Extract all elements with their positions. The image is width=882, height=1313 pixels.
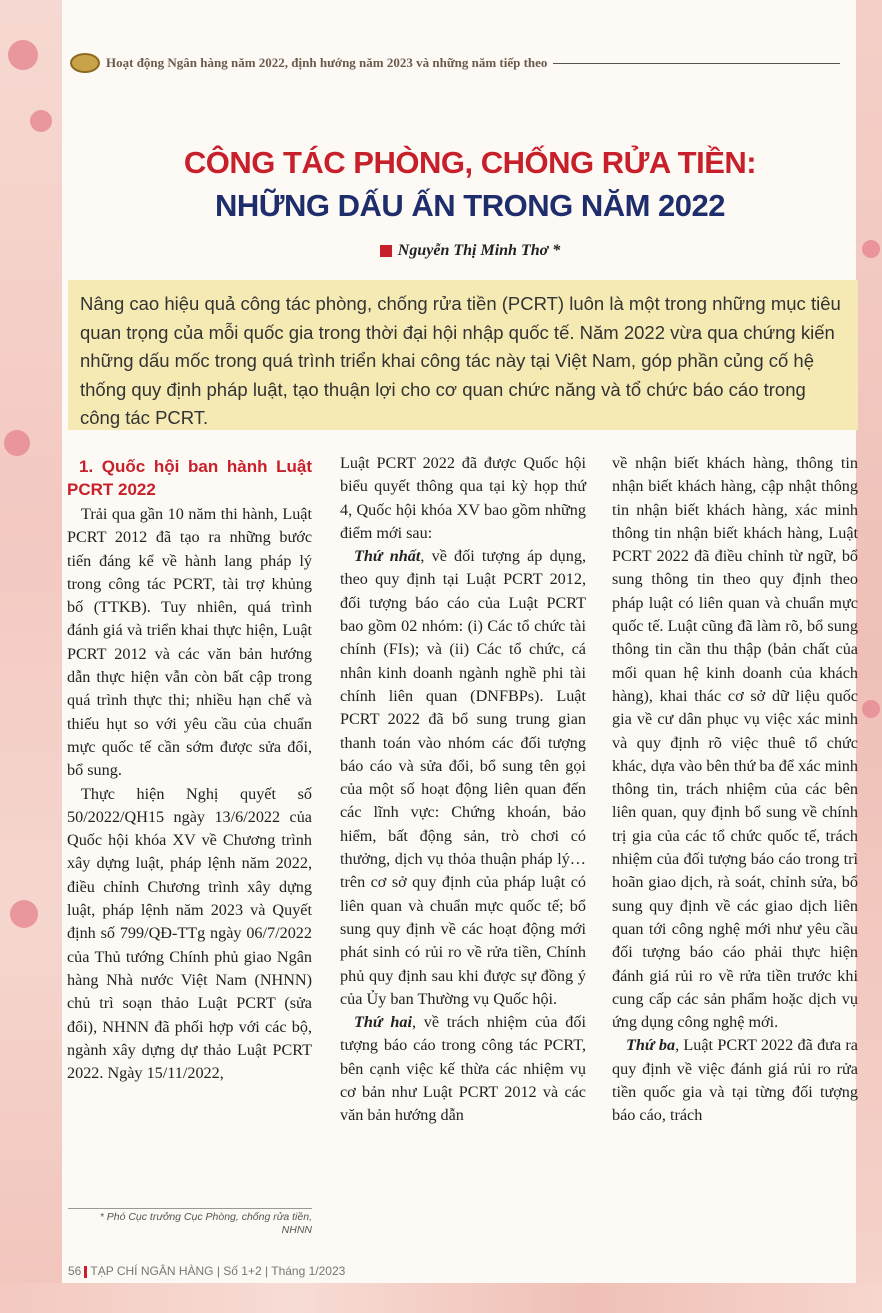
paragraph-text: , về trách nhiệm của đối tượng báo cáo trong công tác PCRT, bên cạnh việc kế thừa các nhiệm vụ cơ bản như Luật PCRT 2012 và các văn bản hướng dẫn (340, 1013, 586, 1125)
decorative-border-left (0, 0, 62, 1313)
blossom-decoration (862, 240, 880, 258)
blossom-decoration (30, 110, 52, 132)
running-header (70, 52, 840, 74)
page-footer: 56 TẠP CHÍ NGÂN HÀNG | Số 1+2 | Tháng 1/2023 (68, 1264, 346, 1278)
column-3 (612, 452, 858, 1128)
paragraph (340, 1011, 586, 1127)
abstract-box: Nâng cao hiệu quả công tác phòng, chống rửa tiền (PCRT) luôn là một trong những mục tiêu quan trọng của mỗi quốc gia trong thời đại hội nhập quốc tế. Năm 2022 vừa qua chứng kiến những dấu mốc trong quá trình triển khai công tác này tại Việt Nam, góp phần củng cố hệ thống quy định pháp luật, tạo thuận lợi cho cơ quan chức năng và tổ chức báo cáo trong công tác PCRT. (68, 280, 858, 430)
author-byline (130, 242, 810, 260)
paragraph (340, 545, 586, 1011)
section-title: Hoạt động Ngân hàng năm 2022, định hướng năm 2023 và những năm tiếp theo (106, 55, 548, 70)
article-title-line1: CÔNG TÁC PHÒNG, CHỐNG RỬA TIỀN: (183, 145, 757, 180)
paragraph-lead: Thứ nhất (354, 547, 421, 566)
blossom-decoration (8, 40, 38, 70)
paragraph-text: , Luật PCRT 2022 đã đưa ra quy định về việc đánh giá rủi ro rửa tiền quốc gia và tại từng đối tượng báo cáo, trách (612, 1036, 858, 1125)
page-number: 56 (68, 1264, 82, 1278)
magazine-logo-icon (70, 53, 100, 73)
header-rule (553, 63, 840, 64)
footer-divider (84, 1266, 87, 1278)
author-bullet-icon (380, 245, 392, 257)
blossom-decoration (10, 900, 38, 928)
section-heading: 1. Quốc hội ban hành Luật PCRT 2022 (67, 457, 312, 499)
paragraph-lead: Thứ ba (626, 1036, 676, 1055)
issue-number: Số 1+2 (223, 1264, 262, 1278)
paragraph: Trải qua gần 10 năm thi hành, Luật PCRT 2012 đã tạo ra những bước tiến đáng kể về hành lang pháp lý trong công tác PCRT, tài trợ khủng bố (TTKB). Tuy nhiên, quá trình đánh giá và triển khai thực hiện, Luật PCRT 2012 và các văn bản hướng dẫn thực hiện vẫn còn bất cập trong quá trình thực thi; nhiều hạn chế và thiếu hụt so với yêu cầu của chuẩn mực quốc tế cần sớm được sửa đổi, bổ sung. (67, 505, 312, 780)
paragraph (612, 1034, 858, 1127)
article-title-line2: NHỮNG DẤU ẤN TRONG NĂM 2022 (215, 188, 725, 223)
blossom-decoration (862, 700, 880, 718)
decorative-border-right (856, 0, 882, 1313)
issue-month: Tháng 1/2023 (271, 1264, 346, 1278)
paragraph: Thực hiện Nghị quyết số 50/2022/QH15 ngày 13/6/2022 của Quốc hội khóa XV về Chương trình xây dựng luật, pháp lệnh năm 2022, điều chỉnh Chương trình xây dựng luật, pháp lệnh năm 2023 và Quyết định số 799/QĐ-TTg ngày 06/7/2022 của Thủ tướng Chính phủ giao Ngân hàng Nhà nước Việt Nam (NHNN) chủ trì soạn thảo Luật PCRT (sửa đổi), NHNN đã phối hợp với các bộ, ngành xây dựng dự thảo Luật PCRT 2022. Ngày 15/11/2022, (67, 784, 312, 1083)
column-2 (340, 452, 586, 1128)
blossom-decoration (4, 430, 30, 456)
paragraph: về nhận biết khách hàng, thông tin nhận biết khách hàng, cập nhật thông tin nhận biết khách hàng, xác minh thông tin nhận biết khách hàng, Luật PCRT 2022 đã điều chỉnh từ ngữ, bổ sung thông tin theo quy định theo pháp luật có liên quan và chuẩn mực quốc tế. Luật cũng đã làm rõ, bổ sung thông tin cần thu thập (bản chất của mối quan hệ kinh doanh của khách hàng), khai thác cơ sở dữ liệu quốc gia về cư dân phục vụ việc xác minh và quy định rõ việc thuê tổ chức khác, dựa vào bên thứ ba để xác minh thông tin, trách nhiệm của các bên liên quan, quy định bổ sung về chính trị gia của các tổ chức quốc tế, trách nhiệm của đối tượng báo cáo trong trì hoãn giao dịch, rà soát, chỉnh sửa, bổ sung quy định về các giao dịch liên quan tới công nghệ mới như yêu cầu đối tượng báo cáo phải thực hiện đánh giá rủi ro về rửa tiền trước khi cung cấp các sản phẩm hoặc dịch vụ ứng dụng công nghệ mới. (612, 454, 858, 1032)
paragraph: Luật PCRT 2022 đã được Quốc hội biểu quyết thông qua tại kỳ họp thứ 4, Quốc hội khóa XV bao gồm những điểm mới sau: (340, 454, 586, 542)
decorative-border-bottom (0, 1283, 882, 1313)
paragraph-lead: Thứ hai (354, 1013, 412, 1032)
paragraph-text: , về đối tượng áp dụng, theo quy định tại Luật PCRT 2012, đối tượng báo cáo của Luật PCRT bao gồm 02 nhóm: (i) Các tổ chức tài chính (FIs); và (ii) Các tổ chức, cá nhân kinh doanh ngành nghề phi tài chính liên quan (DNFBPs). Luật PCRT 2022 đã bổ sung trung gian thanh toán vào nhóm các đối tượng báo cáo và sửa đổi, bổ sung tên gọi của một số hoạt động liên quan đến các lĩnh vực: Chứng khoán, bảo hiểm, bất động sản, trò chơi có thưởng, dịch vụ thỏa thuận pháp lý… trên cơ sở quy định của pháp luật có liên quan và chuẩn mực quốc tế; bổ sung quy định về các hoạt động mới phát sinh có rủi ro về rửa tiền, Chính phủ quy định sau khi được sự đồng ý của Ủy ban Thường vụ Quốc hội. (340, 547, 587, 1008)
magazine-name: TẠP CHÍ NGÂN HÀNG (90, 1264, 214, 1278)
column-1 (67, 455, 312, 1085)
author-footnote: * Phó Cục trưởng Cục Phòng, chống rửa tiền, NHNN (68, 1208, 312, 1237)
author-name: Nguyễn Thị Minh Thơ * (397, 242, 561, 259)
